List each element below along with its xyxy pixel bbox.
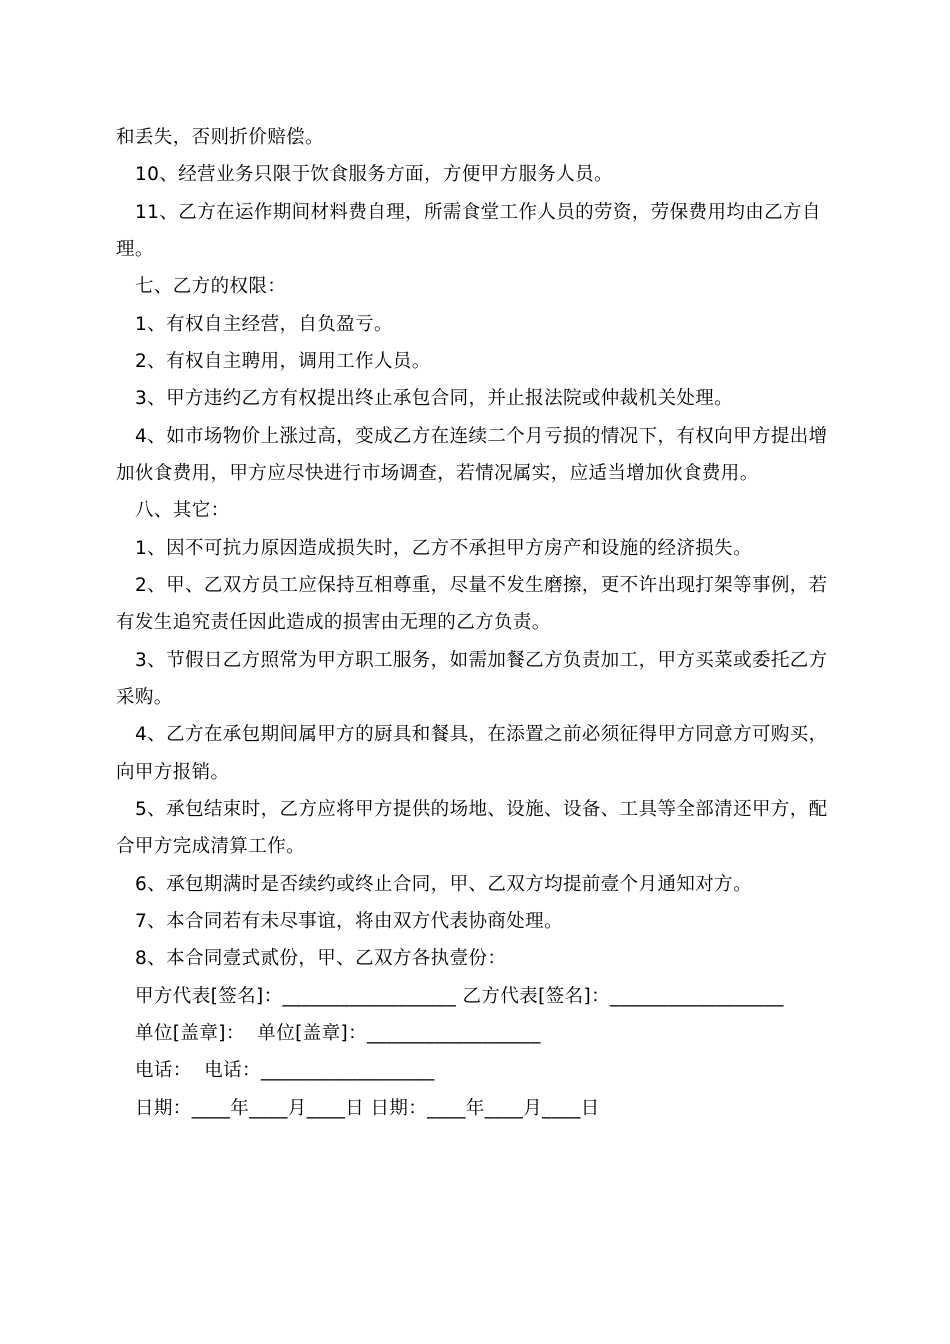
paragraph-line: 合甲方完成清算工作。: [116, 836, 306, 857]
paragraph-line: 5、承包结束时，乙方应将甲方提供的场地、设施、设备、工具等全部清还甲方，配: [135, 799, 828, 820]
phone-line: 电话： 电话：__________________: [135, 1060, 435, 1081]
paragraph-line: 4、如市场物价上涨过高，变成乙方在连续二个月亏损的情况下，有权向甲方提出增: [135, 426, 828, 447]
paragraph-line: 3、节假日乙方照常为甲方职工服务，如需加餐乙方负责加工，甲方买菜或委托乙方: [135, 650, 828, 671]
paragraph-line: 7、本合同若有未尽事谊，将由双方代表协商处理。: [135, 911, 563, 932]
paragraph-line: 向甲方报销。: [116, 762, 230, 783]
paragraph-line: 和丢失，否则折价赔偿。: [116, 127, 324, 148]
paragraph-line: 11、乙方在运作期间材料费自理，所需食堂工作人员的劳资，劳保费用均由乙方自: [135, 202, 821, 223]
signature-line: 甲方代表[签名]：__________________ 乙方代表[签名]：__________________: [135, 986, 784, 1007]
paragraph-line: 8、本合同壹式贰份，甲、乙双方各执壹份：: [135, 948, 507, 969]
paragraph-line: 3、甲方违约乙方有权提出终止承包合同，并止报法院或仲裁机关处理。: [135, 388, 734, 409]
paragraph-line: 4、乙方在承包期间属甲方的厨具和餐具，在添置之前必须征得甲方同意方可购买，: [135, 724, 828, 745]
section-heading: 八、其它：: [135, 500, 230, 521]
paragraph-line: 2、甲、乙双方员工应保持互相尊重，尽量不发生磨擦，更不许出现打架等事例，若: [135, 575, 828, 596]
paragraph-line: 1、因不可抗力原因造成损失时，乙方不承担甲方房产和设施的经济损失。: [135, 538, 752, 559]
paragraph-line: 1、有权自主经营，自负盈亏。: [135, 314, 393, 335]
seal-line: 单位[盖章]： 单位[盖章]：__________________: [135, 1023, 541, 1044]
paragraph-line: 10、经营业务只限于饮食服务方面，方便甲方服务人员。: [135, 164, 613, 185]
paragraph-line: 采购。: [116, 687, 173, 708]
date-line: 日期：____年____月____日 日期：____年____月____日: [135, 1098, 600, 1119]
section-heading: 七、乙方的权限：: [135, 276, 287, 297]
paragraph-line: 有发生追究责任因此造成的损害由无理的乙方负责。: [116, 612, 551, 633]
paragraph-line: 2、有权自主聘用，调用工作人员。: [135, 351, 431, 372]
paragraph-line: 6、承包期满时是否续约或终止合同，甲、乙双方均提前壹个月通知对方。: [135, 874, 752, 895]
paragraph-line: 加伙食费用，甲方应尽快进行市场调查，若情况属实，应适当增加伙食费用。: [116, 463, 759, 484]
paragraph-line: 理。: [116, 239, 154, 260]
